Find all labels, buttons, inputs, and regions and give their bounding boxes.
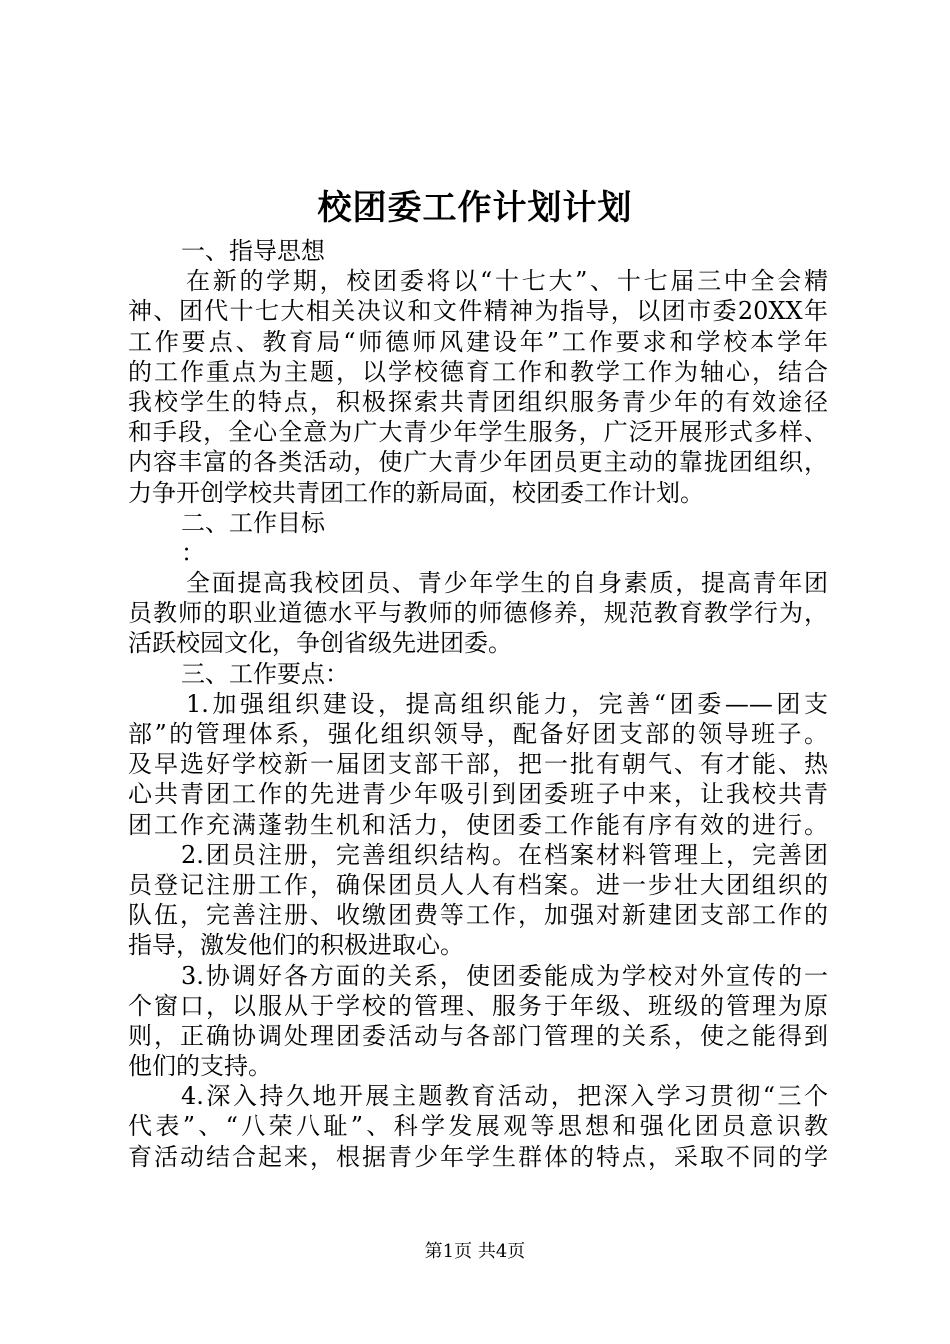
document-title: 校团委工作计划计划 <box>317 188 633 228</box>
body-line: 二、工作目标 <box>181 508 325 537</box>
body-line: 4.深入持久地开展主题教育活动，把深入学习贯彻“三个 <box>181 1082 828 1111</box>
body-line: 员教师的职业道德水平与教师的师德修养，规范教育教学行为， <box>128 599 828 628</box>
body-line: 我校学生的特点，积极探索共青团组织服务青少年的有效途径 <box>128 387 828 416</box>
body-line: 活跃校园文化，争创省级先进团委。 <box>128 629 512 658</box>
body-line: 在新的学期，校团委将以“十七大”、十七届三中全会精 <box>186 267 828 296</box>
body-line: 则，正确协调处理团委活动与各部门管理的关系，使之能得到 <box>128 1021 828 1050</box>
body-line: 育活动结合起来，根据青少年学生群体的特点，采取不同的学 <box>128 1142 828 1171</box>
page-footer: 第1页 共4页 <box>424 1241 526 1262</box>
body-line: 2.团员注册，完善组织结构。在档案材料管理上，完善团 <box>181 840 828 869</box>
body-line: 及早选好学校新一届团支部干部，把一批有朝气、有才能、热 <box>128 750 828 779</box>
body-line: 的工作重点为主题，以学校德育工作和教学工作为轴心，结合 <box>128 357 828 386</box>
body-line: 队伍，完善注册、收缴团费等工作，加强对新建团支部工作的 <box>128 901 828 930</box>
body-line: 一、指导思想 <box>181 237 325 265</box>
body-line: 部”的管理体系，强化组织领导，配备好团支部的领导班子。 <box>128 720 828 748</box>
body-line: 团工作充满蓬勃生机和活力，使团委工作能有序有效的进行。 <box>128 810 828 839</box>
body-line: 个窗口，以服从于学校的管理、服务于年级、班级的管理为原 <box>128 991 828 1020</box>
body-line: 神、团代十七大相关决议和文件精神为指导，以团市委20XX年 <box>128 297 828 326</box>
body-line: 内容丰富的各类活动，使广大青少年团员更主动的靠拢团组织， <box>128 448 828 477</box>
body-line: 三、工作要点： <box>181 659 349 688</box>
body-line: 和手段，全心全意为广大青少年学生服务，广泛开展形式多样、 <box>128 418 828 447</box>
body-line: ： <box>181 538 205 567</box>
body-line: 力争开创学校共青团工作的新局面，校团委工作计划。 <box>128 478 704 507</box>
body-line: 3.协调好各方面的关系，使团委能成为学校对外宣传的一 <box>181 961 828 990</box>
body-line: 1.加强组织建设，提高组织能力，完善“团委——团支 <box>186 689 828 718</box>
body-line: 指导，激发他们的积极进取心。 <box>128 931 464 960</box>
body-line: 员登记注册工作，确保团员人人有档案。进一步壮大团组织的 <box>128 870 828 899</box>
body-line: 心共青团工作的先进青少年吸引到团委班子中来，让我校共青 <box>128 780 828 809</box>
body-line: 工作要点、教育局“师德师风建设年”工作要求和学校本学年 <box>128 327 828 356</box>
document-body <box>128 236 828 1172</box>
body-line: 代表”、“八荣八耻”、科学发展观等思想和强化团员意识教 <box>128 1112 828 1141</box>
body-line: 他们的支持。 <box>128 1052 272 1081</box>
body-line: 全面提高我校团员、青少年学生的自身素质，提高青年团 <box>186 569 828 598</box>
